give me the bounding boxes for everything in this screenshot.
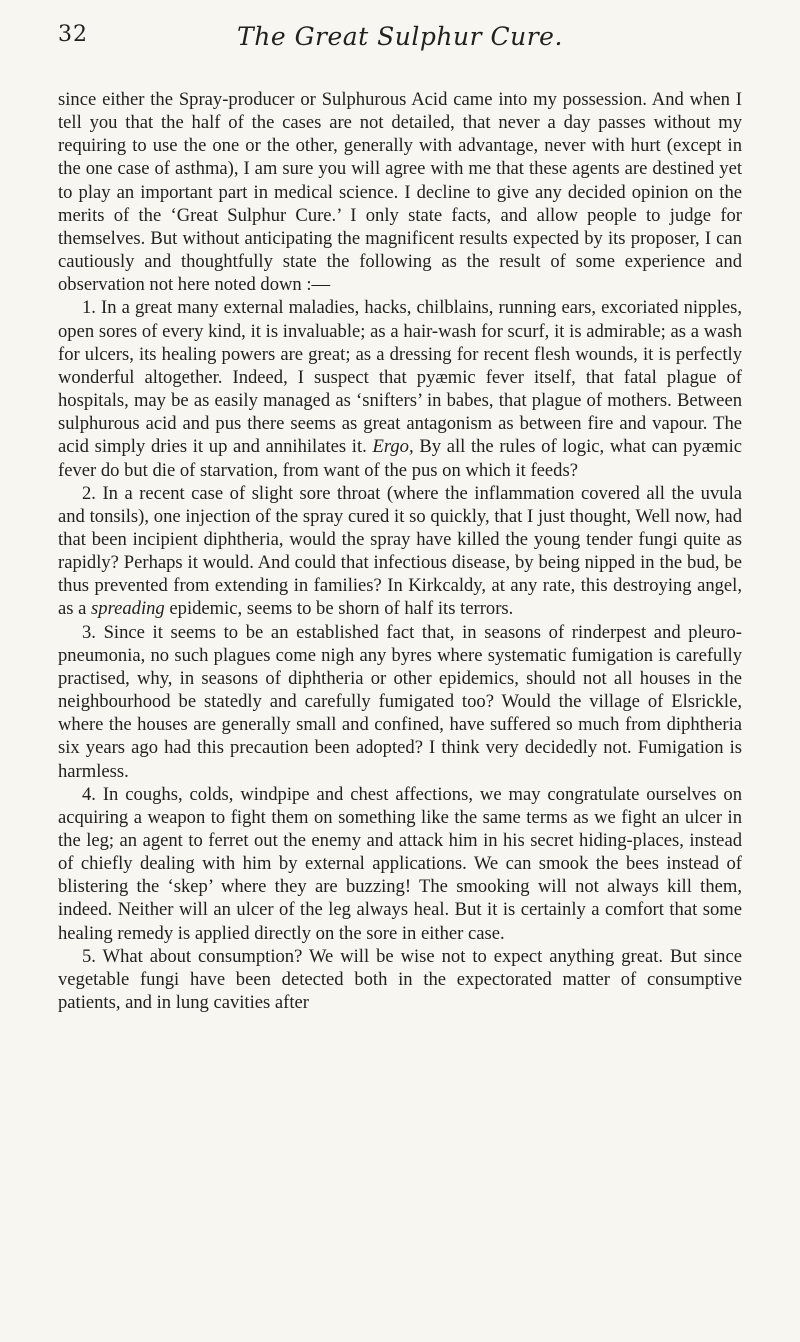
body-text — [58, 88, 742, 1014]
paragraph-item-2 — [58, 482, 742, 621]
paragraph-text-after: By all the rules of logic, what can pyæmic fever do but die of starvation, from want of the pus on which it feeds? — [58, 436, 743, 481]
paragraph-text: 4. In coughs, colds, windpipe and chest affections, we may congratulate ourselves on acquiring a weapon to fight them on something like the same terms as we fight an ulcer in the leg; an agent to ferret out the enemy and attack him in his secret hiding-places, instead of chiefly dealing with him by external applications. We can smook the bees instead of blistering the ‘skep’ where they are buzzing! The smooking will not always kill them, indeed. Neither will an ulcer of the leg always heal. But it is certainly a comfort that some healing remedy is applied directly on the sore in either case. — [58, 783, 742, 944]
running-head — [58, 22, 742, 62]
page-number: 32 — [58, 22, 88, 47]
paragraph-text: 2. In a recent case of slight sore throat (where the inflammation covered all the uvula and tonsils), one injection of the spray cured it so quickly, that I just thought, Well now, had that been incipient diphtheria, would the spray have killed the young tender fungi quite as rapidly? Perhaps it would. And could that infectious disease, by being nipped in the bud, be thus prevented from extending in families? In Kirkcaldy, at any rate, this destroying angel, as a — [58, 482, 742, 620]
paragraph-continuation — [58, 88, 742, 296]
paragraph-text: 1. In a great many external maladies, hacks, chilblains, running ears, excoriated nipples, open sores of every kind, it is invaluable; as a hair-wash for scurf, it is admirable; as a wash for ulcers, its healing powers are great; as a dressing for recent flesh wounds, it is perfectly wonderful altogether. Indeed, I suspect that pyæmic fever itself, that fatal plague of hospitals, may be as easily managed as ‘snifters’ in babes, that plague of mothers. Between sulphurous acid and pus there seems as great antagonism as between fire and vapour. The acid simply dries it up and annihilates it. — [58, 297, 742, 458]
paragraph-item-3 — [58, 621, 742, 783]
italic-term: spreading — [91, 598, 165, 620]
paragraph-text: since either the Spray-producer or Sulphurous Acid came into my possession. And when I tell you that the half of the cases are not detailed, that never a day passes without my requiring to use the one or the other, generally with advantage, never with hurt (except in the one case of asthma), I am sure you will agree with me that these agents are destined yet to play an important part in medical science. I decline to give any decided opinion on the merits of the ‘Great Sulphur Cure.’ I only state facts, and allow people to judge for themselves. But without anticipating the magnificent results expected by its proposer, I can cautiously and thoughtfully state the following as the result of some experience and observation not here noted down :— — [58, 89, 742, 296]
paragraph-text: 5. What about consumption? We will be wise not to expect anything great. But since vegetable fungi have been detected both in the expectorated matter of consumptive patients, and in lung cavities after — [58, 945, 742, 1014]
paragraph-item-1 — [58, 296, 742, 481]
italic-term: Ergo, — [372, 436, 414, 458]
paragraph-item-5 — [58, 945, 742, 1014]
paragraph-text-after: epidemic, seems to be shorn of half its terrors. — [169, 598, 514, 620]
paragraph-text: 3. Since it seems to be an established fact that, in seasons of rinderpest and pleuro-pneumonia, no such plagues come nigh any byres where systematic fumigation is carefully practised, why, in seasons of diphtheria or other epidemics, should not all houses in the neighbourhood be statedly and carefully fumigated too? Would the village of Elsrickle, where the houses are generally small and confined, have suffered so much from diphtheria six years ago had this precaution been adopted? I think very decidedly not. Fumigation is harmless. — [58, 621, 742, 782]
paragraph-item-4 — [58, 783, 742, 945]
running-title: The Great Sulphur Cure. — [237, 22, 563, 51]
